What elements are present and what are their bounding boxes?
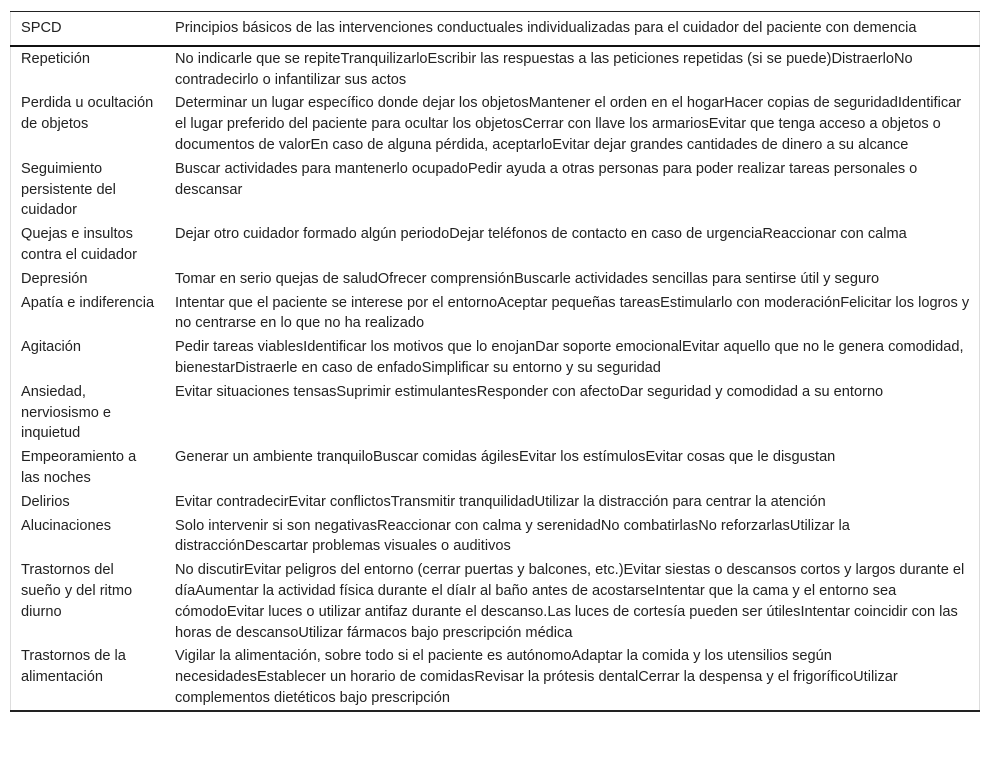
intervention-cell: Generar un ambiente tranquiloBuscar comidas ágilesEvitar los estímulosEvitar cosas que le disgustan bbox=[175, 449, 836, 466]
spcd-interventions-table bbox=[10, 11, 980, 712]
intervention-cell: Buscar actividades para mantenerlo ocupadoPedir ayuda a otras personas para poder realizar tareas personales o descansar bbox=[175, 160, 918, 198]
symptom-cell: Repetición bbox=[21, 50, 90, 67]
symptom-cell: Trastornos del sueño y del ritmo diurno bbox=[21, 562, 133, 620]
intervention-cell: Evitar situaciones tensasSuprimir estimulantesResponder con afectoDar seguridad y comodidad a su entorno bbox=[175, 383, 884, 400]
symptom-cell: Empeoramiento a las noches bbox=[21, 449, 137, 486]
symptom-cell: Depresión bbox=[21, 270, 88, 287]
table-row bbox=[11, 558, 980, 644]
intervention-cell: Dejar otro cuidador formado algún periodoDejar teléfonos de contacto en caso de urgenciaReaccionar con calma bbox=[175, 226, 907, 243]
table-row bbox=[11, 91, 980, 156]
table-row bbox=[11, 267, 980, 291]
table-row bbox=[11, 291, 980, 336]
header-principles: Principios básicos de las intervenciones conductuales individualizadas para el cuidador del paciente con demencia bbox=[175, 20, 917, 36]
intervention-cell: No discutirEvitar peligros del entorno (cerrar puertas y balcones, etc.)Evitar siestas o descansos cortos y largos durante el díaAumentar la actividad física durante el díaIr al baño antes de acostarseIntentar que la cama y el entorno sea cómodoEvitar luces o utilizar antifaz durante el descanso.Las luces de cortesía pueden ser útilesIntentar coincidir con las horas de descansoUtilizar fármacos bajo prescripción médica bbox=[175, 562, 965, 641]
intervention-cell: Intentar que el paciente se interese por el entornoAceptar pequeñas tareasEstimularlo con moderaciónFelicitar los logros y no centrarse en lo que no ha realizado bbox=[175, 294, 970, 332]
symptom-cell: Agitación bbox=[21, 339, 82, 356]
symptom-cell: Trastornos de la alimentación bbox=[21, 648, 126, 686]
symptom-cell: Ansiedad, nerviosismo e inquietud bbox=[21, 383, 112, 442]
table-row bbox=[11, 222, 980, 267]
table-row bbox=[11, 514, 980, 559]
table-row bbox=[11, 445, 980, 490]
table-row bbox=[11, 46, 980, 92]
table-row bbox=[11, 335, 980, 380]
table-row bbox=[11, 490, 980, 514]
header-spcd: SPCD bbox=[21, 20, 62, 36]
table-row bbox=[11, 157, 980, 222]
intervention-cell: Pedir tareas viablesIdentificar los motivos que lo enojanDar soporte emocionalEvitar aquello que no le genera comodidad, bienestarDistraerle en caso de enfadoSimplificar su entorno y su seguridad bbox=[175, 339, 964, 376]
symptom-cell: Alucinaciones bbox=[21, 517, 112, 534]
intervention-cell: Solo intervenir si son negativasReaccionar con calma y serenidadNo combatirlasNo reforzarlasUtilizar la distracciónDescartar problemas visuales o auditivos bbox=[175, 517, 850, 555]
table-body bbox=[11, 46, 980, 711]
intervention-cell: Vigilar la alimentación, sobre todo si el paciente es autónomoAdaptar la comida y los utensilios según necesidadesEstablecer un horario de comidasRevisar la prótesis dentalCerrar la despensa y el frigoríficoUtilizar complementos dietéticos bajo prescripción bbox=[175, 648, 898, 706]
symptom-cell: Apatía e indiferencia bbox=[21, 294, 155, 311]
spcd-table-container bbox=[10, 11, 980, 712]
symptom-cell: Perdida u ocultación de objetos bbox=[21, 95, 154, 133]
table-header-row bbox=[11, 12, 980, 46]
intervention-cell: Evitar contradecirEvitar conflictosTransmitir tranquilidadUtilizar la distracción para centrar la atención bbox=[175, 493, 826, 510]
symptom-cell: Seguimiento persistente del cuidador bbox=[21, 160, 116, 219]
symptom-cell: Delirios bbox=[21, 493, 70, 510]
table-row bbox=[11, 644, 980, 710]
symptom-cell: Quejas e insultos contra el cuidador bbox=[21, 226, 138, 263]
intervention-cell: No indicarle que se repiteTranquilizarloEscribir las respuestas a las peticiones repetidas (si se puede)DistraerloNo contradecirlo o infantilizar sus actos bbox=[175, 50, 913, 88]
intervention-cell: Determinar un lugar específico donde dejar los objetosMantener el orden en el hogarHacer copias de seguridadIdentificar el lugar preferido del paciente para ocultar los objetosCerrar con llave los armariosEvitar que tenga acceso a objetos o documentos de valorEn caso de alguna pérdida, aceptarloEvitar dejar grandes cantidades de dinero a su alcance bbox=[175, 95, 962, 153]
table-row bbox=[11, 380, 980, 445]
intervention-cell: Tomar en serio quejas de saludOfrecer comprensiónBuscarle actividades sencillas para sentirse útil y seguro bbox=[175, 270, 880, 287]
